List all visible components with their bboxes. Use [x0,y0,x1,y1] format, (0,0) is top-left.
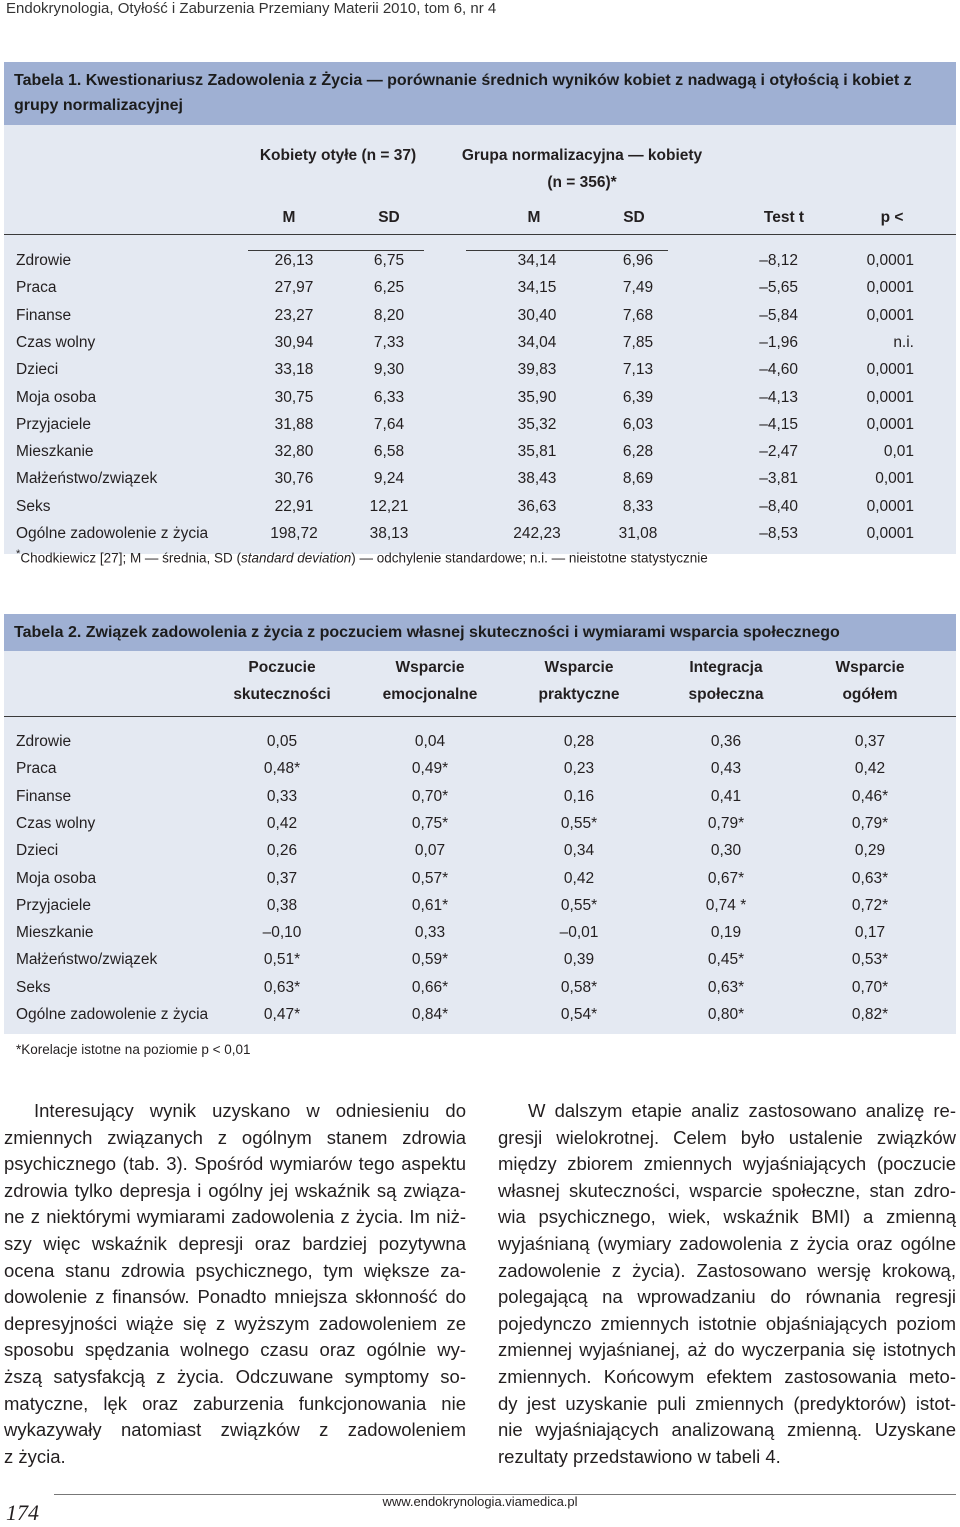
correlation-cell: 0,41 [710,787,742,805]
correlation-cell: 0,61* [411,896,449,914]
table-1-body [4,125,956,554]
table-row [4,247,956,274]
correlation-cell: 0,79* [707,814,745,832]
cell-sd1: 9,30 [373,361,405,379]
cell-m2: 34,15 [517,279,557,297]
column-heading-line2: skuteczności [233,686,331,703]
cell-test-t: –8,12 [759,252,798,269]
correlation-cell: 0,63* [851,869,889,887]
col-m1: M [282,209,296,226]
cell-test-t: –4,13 [759,388,798,406]
col-test-t: Test t [763,209,805,226]
row-label: Finanse [16,787,72,805]
cell-test-t: –1,96 [759,333,798,351]
correlation-cell: 0,37 [854,733,886,750]
cell-sd2: 8,33 [622,497,654,515]
table-row [4,411,956,438]
text-line: sposobu spędzania wolnego czasu oraz ogólnie wy- [4,1339,466,1361]
table-row [4,384,956,411]
table-row [4,356,956,383]
row-label: Moja osoba [16,388,97,406]
cell-sd1: 6,75 [373,252,405,269]
cell-m2: 36,63 [517,497,557,515]
cell-sd1: 7,64 [373,415,405,433]
table-row [4,520,956,547]
cell-sd2: 7,13 [622,361,654,379]
text-line: wia psychicznego, wiek, wskaźnik BMI) a zmienną [498,1206,956,1228]
cell-p: 0,0001 [866,497,914,515]
column-heading-line2: społeczna [688,686,764,703]
row-label: Zdrowie [16,252,72,269]
cell-m2: 38,43 [517,470,557,488]
table-1 [4,62,956,566]
cell-m2: 35,90 [517,388,557,406]
body-column-right [498,1098,956,1470]
correlation-cell: 0,46* [851,787,889,805]
correlation-cell: 0,70* [851,978,889,996]
group2-heading-line1: Grupa normalizacyjna — kobiety [461,147,703,164]
page-number: 174 [6,1500,39,1525]
text-line: zmiennej wyjaśnianej, aż do wyczerpania się istotnych [498,1339,956,1361]
row-label: Praca [16,760,57,778]
correlation-cell: 0,67* [707,869,745,887]
cell-sd1: 7,33 [373,333,405,351]
cell-p: 0,0001 [866,306,914,324]
cell-sd2: 6,28 [622,443,654,461]
cell-p: 0,0001 [866,415,914,433]
table-row [4,946,956,973]
correlation-cell: 0,63* [707,978,745,996]
cell-p: 0,0001 [866,279,914,297]
text-line: zmiennych. Końcowym efektem zastosowania meto- [498,1365,956,1387]
group1-heading: Kobiety otyłe (n = 37) [259,147,417,164]
row-label: Małżeństwo/związek [16,951,158,969]
cell-m1: 32,80 [274,443,314,461]
table-row [4,728,956,755]
footnote-star: * [16,548,21,560]
correlation-cell: 0,39 [563,951,595,969]
row-label: Przyjaciele [16,415,91,433]
journal-header: Endokrynologia, Otyłość i Zaburzenia Przemiany Materii 2010, tom 6, nr 4 [6,0,497,17]
text-line: dy jest uzyskanie puli zmiennych (predyktorów) istot- [498,1392,956,1414]
text-line: wykazywały natomiast związków z zadowoleniem [4,1419,466,1441]
footnote-italic: standard deviation [240,550,352,566]
correlation-cell: 0,84* [411,1006,449,1023]
correlation-cell: 0,33 [266,787,298,805]
row-label: Mieszkanie [16,443,94,461]
cell-m1: 30,75 [274,388,314,406]
table-1-rows [4,235,956,554]
row-label: Dzieci [16,361,59,379]
correlation-cell: 0,70* [411,787,449,805]
table-2-footnote: *Korelacje istotne na poziomie p < 0,01 [16,1042,251,1057]
text-line: polegającą na wprowadzaniu do równania regresji [498,1286,956,1308]
cell-p: 0,0001 [866,252,914,269]
correlation-cell: 0,72* [851,896,889,914]
cell-m2: 30,40 [517,306,557,324]
correlation-cell: 0,55* [560,896,598,914]
column-heading-line1: Poczucie [248,659,316,676]
correlation-cell: 0,16 [563,787,595,805]
table-row [4,274,956,301]
cell-test-t: –8,40 [759,497,798,515]
correlation-cell: 0,17 [854,924,886,942]
cell-m1: 23,27 [274,306,314,324]
column-heading-line1: Wsparcie [395,659,465,676]
column-heading-line2: praktyczne [538,686,620,703]
correlation-cell: 0,28 [563,733,595,750]
col-p: p < [880,209,904,226]
table-2-body [4,651,956,1034]
cell-sd1: 38,13 [369,525,409,542]
cell-test-t: –5,65 [759,279,798,297]
cell-test-t: –4,60 [759,361,798,379]
text-line: własnej skuteczności, wsparcie społeczne, stan zdro- [498,1179,956,1201]
table-row [4,493,956,520]
correlation-cell: 0,47* [263,1006,301,1023]
group2-heading-line2: (n = 356)* [547,174,617,191]
row-label: Zdrowie [16,733,72,750]
cell-m2: 242,23 [513,525,561,542]
cell-test-t: –2,47 [759,443,798,461]
column-heading-line2: ogółem [842,686,898,703]
column-heading-line1: Wsparcie [544,659,614,676]
correlation-cell: 0,55* [560,814,598,832]
correlation-cell: 0,30 [710,842,742,860]
cell-m2: 35,32 [517,415,557,433]
table-2-header [4,651,956,717]
table-1-header [4,125,956,235]
cell-p: 0,01 [883,443,914,461]
cell-test-t: –4,15 [759,415,798,433]
text-line: depresyjności wiąże się z wyższym zadowoleniem ze [4,1312,466,1334]
cell-p: n.i. [893,333,914,351]
col-sd1: SD [378,209,400,226]
text-line: Interesujący wynik uzyskano w odniesieniu do [34,1100,466,1121]
text-line: pojedynczo zmiennych istotnie objaśniających poziom [498,1312,956,1334]
correlation-cell: 0,42 [563,869,595,887]
correlation-cell: 0,05 [266,733,298,750]
cell-sd1: 9,24 [373,470,405,488]
text-line: z życia. [4,1445,66,1467]
cell-m1: 30,94 [274,333,314,351]
correlation-cell: 0,42 [854,760,886,778]
text-line: gresji wielokrotnej. Celem było ustalenie związków [498,1126,956,1148]
text-line: zadowolenie z życia). Zastosowano wersję krokową, [498,1259,956,1281]
cell-p: 0,0001 [866,525,914,542]
cell-sd2: 6,39 [622,388,654,406]
table-row [4,438,956,465]
row-label: Czas wolny [16,333,96,351]
text-line: między zbiorem zmiennych wyjaśniających (poczucie [498,1153,956,1175]
row-label: Małżeństwo/związek [16,470,158,488]
cell-m1: 198,72 [270,525,318,542]
table-1-title: Tabela 1. Kwestionariusz Zadowolenia z Życia — porównanie średnich wyników kobiet z nadwagą i otyłością i kobiet z grupy normalizacyjnej [4,62,956,125]
cell-m2: 34,04 [517,333,557,351]
cell-m1: 27,97 [274,279,314,297]
correlation-cell: 0,51* [263,951,301,969]
correlation-cell: 0,37 [266,869,298,887]
correlation-cell: –0,10 [262,924,302,942]
correlation-cell: 0,59* [411,951,449,969]
correlation-cell: 0,63* [263,978,301,996]
correlation-cell: 0,43 [710,760,742,778]
cell-m1: 26,13 [274,252,314,269]
column-heading-line1: Integracja [689,659,763,676]
cell-sd2: 7,85 [622,333,654,351]
row-label: Ogólne zadowolenie z życia [16,525,209,542]
cell-sd1: 6,58 [373,443,405,461]
text-line: ne z niektórymi wymiarami zadowolenia z życia. Im niż- [4,1206,466,1228]
correlation-cell: 0,29 [854,842,886,860]
text-line: zmiennych związanych z ogólnym stanem zdrowia [4,1126,466,1148]
table-row [4,919,956,946]
cell-p: 0,001 [875,470,914,488]
cell-sd1: 6,33 [373,388,405,406]
cell-sd1: 6,25 [373,279,405,297]
cell-m2: 39,83 [517,361,557,379]
correlation-cell: 0,45* [707,951,745,969]
row-label: Seks [16,978,51,996]
correlation-cell: –0,01 [559,924,599,942]
row-label: Praca [16,279,57,297]
text-line: zdrowia tylko depresja i ogólny jej wskaźnik są związa- [4,1179,466,1201]
correlation-cell: 0,74 * [705,896,747,914]
text-line: psychicznego (tab. 3). Spośród wymiarów tego aspektu [4,1153,466,1175]
cell-sd1: 8,20 [373,306,405,324]
table-2 [4,614,956,1057]
table-row [4,810,956,837]
cell-sd2: 31,08 [618,525,658,542]
correlation-cell: 0,58* [560,978,598,996]
correlation-cell: 0,53* [851,951,889,969]
correlation-cell: 0,33 [414,924,446,942]
row-label: Moja osoba [16,869,97,887]
cell-sd2: 6,96 [622,252,654,269]
cell-sd2: 8,69 [622,470,654,488]
text-line: dowolenie z finansów. Ponadto mniejsza skłonność do [4,1286,466,1308]
row-label: Mieszkanie [16,924,94,942]
correlation-cell: 0,26 [266,842,298,860]
table-row [4,465,956,492]
cell-m1: 31,88 [274,415,314,433]
correlation-cell: 0,36 [710,733,742,750]
table-row [4,837,956,864]
correlation-cell: 0,38 [266,896,298,914]
row-label: Finanse [16,306,72,324]
body-column-left [4,1098,466,1470]
table-row [4,755,956,782]
text-line: rezultaty przedstawiono w tabeli 4. [498,1445,781,1467]
col-sd2: SD [623,209,645,226]
correlation-cell: 0,23 [563,760,595,778]
footer-url[interactable]: www.endokrynologia.viamedica.pl [382,1494,578,1509]
text-line: W dalszym etapie analiz zastosowano analizę re- [528,1100,956,1121]
cell-m1: 33,18 [274,361,314,379]
correlation-cell: 0,07 [414,842,446,860]
table-row [4,302,956,329]
cell-sd1: 12,21 [369,497,409,515]
text-line: wyjaśnianą (wymiary zadowolenia z życia oraz ogólne [498,1232,956,1254]
text-line: ższą satysfakcją z życia. Odczuwane symptomy so- [4,1365,466,1387]
cell-sd2: 7,49 [622,279,654,297]
cell-m1: 22,91 [274,497,314,515]
correlation-cell: 0,42 [266,814,298,832]
table-2-title: Tabela 2. Związek zadowolenia z życia z poczuciem własnej skuteczności i wymiarami wsparcia społecznego [4,614,956,651]
row-label: Seks [16,497,51,515]
correlation-cell: 0,75* [411,814,449,832]
cell-m1: 30,76 [274,470,314,488]
row-label: Dzieci [16,842,59,860]
text-line: ocena stanu zdrowia psychicznego, tym większe za- [4,1259,466,1281]
table-row [4,1001,956,1028]
correlation-cell: 0,34 [563,842,595,860]
cell-sd2: 6,03 [622,415,654,433]
cell-sd2: 7,68 [622,306,654,324]
column-heading-line1: Wsparcie [835,659,905,676]
correlation-cell: 0,04 [414,733,446,750]
correlation-cell: 0,66* [411,978,449,996]
correlation-cell: 0,54* [560,1006,598,1023]
correlation-cell: 0,80* [707,1006,745,1023]
cell-p: 0,0001 [866,361,914,379]
table-row [4,892,956,919]
correlation-cell: 0,82* [851,1006,889,1023]
footnote-part-b: ) — odchylenie standardowe; n.i. — nieistotne statystycznie [351,550,708,566]
table-row [4,329,956,356]
row-label: Ogólne zadowolenie z życia [16,1006,209,1023]
correlation-cell: 0,49* [411,760,449,778]
correlation-cell: 0,48* [263,760,301,778]
table-row [4,865,956,892]
correlation-cell: 0,19 [710,924,742,942]
table-2-rows [4,717,956,1034]
cell-m2: 35,81 [517,443,557,461]
cell-p: 0,0001 [866,388,914,406]
col-m2: M [527,209,541,226]
cell-test-t: –8,53 [759,525,798,542]
text-line: matyczne, lęk oraz zaburzenia funkcjonowania nie [4,1392,466,1414]
cell-test-t: –3,81 [759,470,798,488]
table-row [4,974,956,1001]
cell-m2: 34,14 [517,252,557,269]
text-line: nie wyjaśniających analizowaną zmienną. Uzyskane [498,1419,956,1441]
cell-test-t: –5,84 [759,306,798,324]
correlation-cell: 0,79* [851,814,889,832]
correlation-cell: 0,57* [411,869,449,887]
table-row [4,783,956,810]
table-1-footnote [16,548,708,566]
row-label: Czas wolny [16,814,96,832]
column-heading-line2: emocjonalne [382,686,478,703]
text-line: szy więc wskaźnik depresji oraz bardziej pozytywna [4,1232,466,1254]
footnote-part-a: Chodkiewicz [27]; M — średnia, SD ( [20,550,241,566]
row-label: Przyjaciele [16,896,91,914]
